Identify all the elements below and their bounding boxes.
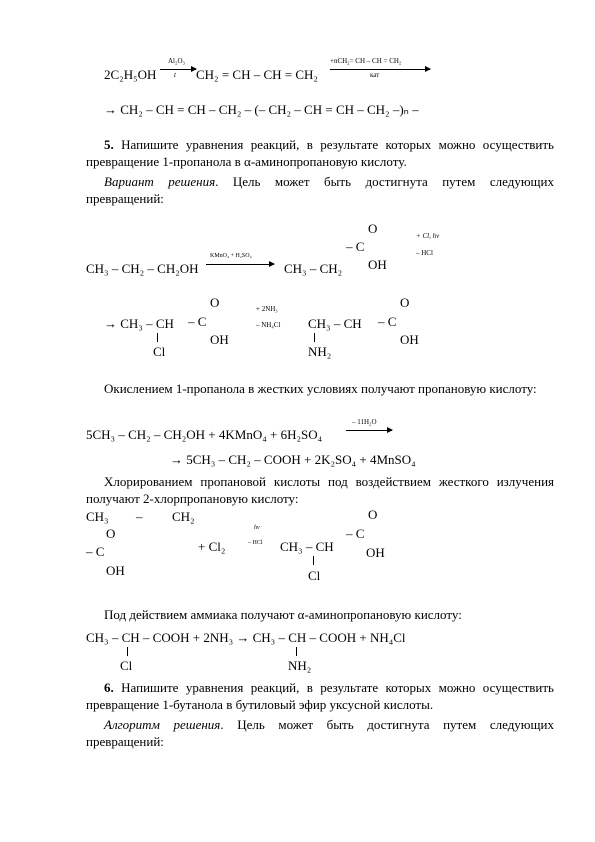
r1-condition-top: Al₂O₃ (168, 57, 185, 65)
e2-hydroxyl2: OH (366, 545, 385, 560)
task6-statement (86, 679, 554, 713)
s1-reactant: CH₃ – CH₂ – CH₂OH (86, 261, 199, 276)
s2-oxygen2: O (400, 295, 410, 310)
e2-condition-bottom: – HCl (248, 540, 263, 546)
r1-condition2-top: +nCH₂= CH – CH = CH₂ (330, 57, 402, 65)
s2-hydroxyl: OH (210, 332, 229, 347)
e2-condition-top: hν (254, 525, 260, 531)
s2-condition-bottom: – NH₄Cl (256, 321, 281, 329)
s1-condition: KMnO₄ + H₂SO₄ (210, 253, 252, 259)
oxidation-paragraph: Окислением 1-пропанола в жестких условиях получают пропановую кислоту: (104, 381, 537, 396)
s1-condition2-top: + Cl, hν (416, 232, 440, 240)
e2-oxygen: O (106, 526, 116, 541)
e2-hydroxyl: OH (106, 563, 125, 578)
task6-algo-text: . Цель может быть достигнута путем следующих превращений: (86, 717, 554, 749)
s2-carbon-group2: – C (378, 314, 397, 329)
e1-line2: → 5CH₃ – CH₂ – COOH + 2K₂SO₄ + 4MnSO₄ (170, 452, 416, 467)
e3-bond-icon (127, 647, 128, 656)
chlorination-paragraph: Хлорированием пропановой кислоты под воздействием жесткого излучения получают 2-хлорпропановую кислоту: (86, 474, 554, 506)
task6-algo-label: Алгоритм решения (104, 717, 221, 732)
s2-condition-top: + 2NH₃ (256, 305, 278, 313)
s2-amino: NH₂ (308, 344, 332, 359)
e2-product: CH₃ – CH (280, 539, 334, 554)
e2-plus-cl2: + Cl₂ (198, 539, 226, 554)
r1-reactant: 2C₂H₅OH (104, 67, 157, 82)
e3-line: CH₃ – CH – COOH + 2NH₃ → CH₃ – CH – COOH + NH₄Cl (86, 630, 406, 645)
e2-ch3: CH₃ (86, 509, 109, 524)
task6-number: 6. (104, 680, 114, 695)
task5-variant (86, 173, 554, 207)
s1-carbon-group: – C (346, 239, 365, 254)
e3-bond2-icon (296, 647, 297, 656)
e3-amino: NH₂ (288, 658, 312, 673)
e2-bond-icon (313, 556, 314, 565)
e1-arrow-icon (346, 430, 392, 431)
s1-oxygen: O (368, 221, 378, 236)
s1-product: CH₃ – CH₂ (284, 261, 343, 276)
s2-hydroxyl2: OH (400, 332, 419, 347)
s2-bond-icon (157, 333, 158, 342)
task5-statement (86, 136, 554, 170)
task5-text: Напишите уравнения реакций, в результате которых можно осуществить превращение 1-пропанола в α-аминопропановую кислоту. (86, 137, 554, 169)
r1-polymer-line: → CH₂ – CH = CH – CH₂ – (– CH₂ – CH = CH – CH₂ –)ₙ – (104, 102, 419, 117)
s2-chlorine: Cl (153, 344, 166, 359)
s2-product: CH₃ – CH (308, 316, 362, 331)
s2-oxygen: O (210, 295, 220, 310)
e3-chlorine: Cl (120, 658, 133, 673)
r1-product: CH₂ = CH – CH = CH₂ (196, 67, 318, 82)
e2-carbon-group: – C (86, 544, 105, 559)
task5-variant-label: Вариант решения (104, 174, 216, 189)
e2-oxygen2: O (368, 507, 378, 522)
e2-ch2: CH₂ (172, 509, 195, 524)
e1-line1: 5CH₃ – CH₂ – CH₂OH + 4KMnO₄ + 6H₂SO₄ (86, 427, 323, 442)
s2-bond2-icon (314, 333, 315, 342)
s1-hydroxyl: OH (368, 257, 387, 272)
s1-arrow-icon (206, 264, 274, 265)
e2-dash: – (136, 509, 143, 524)
ammonia-paragraph: Под действием аммиака получают α-аминопропановую кислоту: (104, 607, 462, 622)
task5-number: 5. (104, 137, 114, 152)
r1-condition-bottom: t (174, 71, 176, 79)
e1-condition: – 11H₂O (352, 418, 377, 426)
s2-carbon-group: – C (188, 314, 207, 329)
r1-condition2-bottom: кат (370, 71, 380, 79)
s2-reactant: → CH₃ – CH (104, 316, 174, 331)
e2-carbon-group2: – C (346, 526, 365, 541)
s1-condition2-bottom: – HCl (416, 249, 433, 257)
task6-text: Напишите уравнения реакций, в результате которых можно осуществить превращение 1-бутанола в бутиловый эфир уксусной кислоты. (86, 680, 554, 712)
e2-chlorine: Cl (308, 568, 321, 583)
task5-variant-text: . Цель может быть достигнута путем следующих превращений: (86, 174, 554, 206)
r1-arrow-icon (160, 69, 196, 70)
r1-arrow2-icon (330, 69, 430, 70)
task6-algorithm (86, 716, 554, 750)
